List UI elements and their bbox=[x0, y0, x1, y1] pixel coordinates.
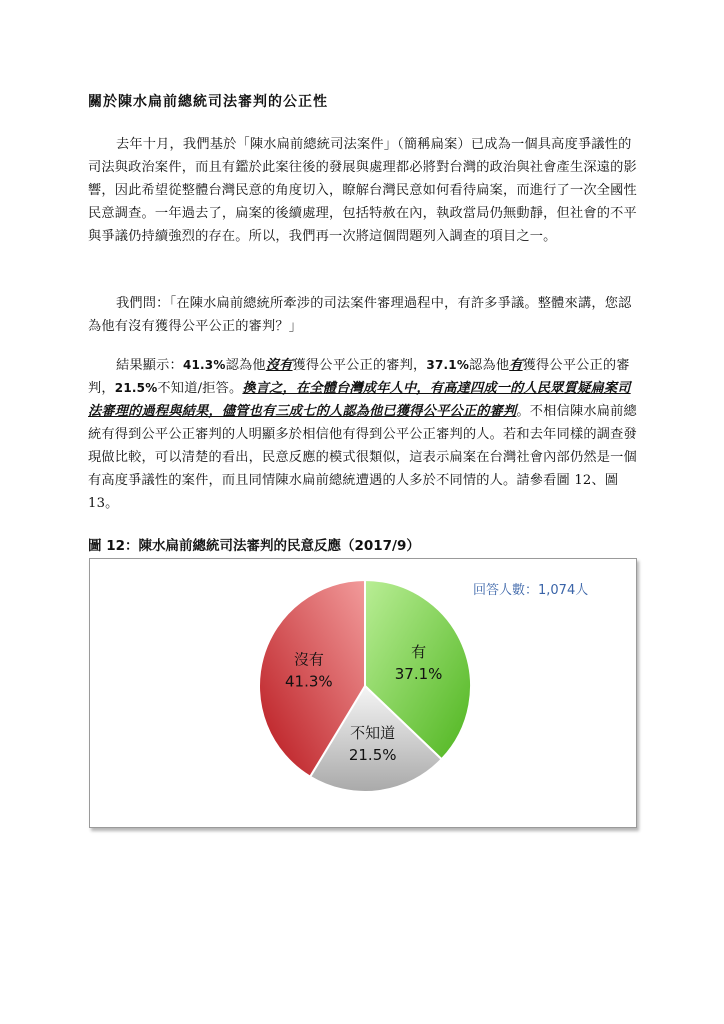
pie-chart bbox=[90, 559, 636, 827]
paragraph-question: 我們問：「在陳水扁前總統所牽涉的司法案件審理過程中，有許多爭議。整體來講，您認為他有沒有獲得公平公正的審判？」 bbox=[88, 296, 632, 334]
pie-chart-frame bbox=[89, 558, 637, 828]
pct-yes: 37.1% bbox=[426, 358, 470, 372]
slice-no-label: 沒有 bbox=[293, 650, 324, 669]
slice-yes-value-label: 37.1% bbox=[394, 665, 443, 684]
results-text: 結果顯示： bbox=[116, 358, 183, 373]
results-text: 。不相信陳水扁前總統有得到公平公正審判的人明顯多於相信他有得到公平公正審判的人。若和去年同樣的調查發現做比較，可以清楚的看出，民意反應的模式很類似，這表示扁案在台灣社會內部仍然是一個有高度爭議性的案件，而且同情陳水扁前總統遭遇的人多於不同情的人。請參看圖 12、圖 13。 bbox=[88, 404, 637, 511]
respondent-count: 回答人數：1,074人 bbox=[473, 583, 589, 598]
slice-dont-know-label: 不知道 bbox=[350, 723, 396, 742]
paragraph-results bbox=[88, 354, 638, 515]
paragraph-background: 去年十月，我們基於「陳水扁前總統司法案件」（簡稱扁案）已成為一個具高度爭議性的司法與政治案件，而且有鑑於此案往後的發展與處理都必將對台灣的政治與社會產生深遠的影響，因此希望從整體台灣民意的角度切入，瞭解台灣民意如何看待扁案，而進行了一次全國性民意調查。一年過去了，扁案的後續處理，包括特赦在內，執政當局仍無動靜，但社會的不平與爭議仍持續強烈的存在。所以，我們再一次將這個問題列入調查的項目之一。 bbox=[88, 137, 637, 244]
slice-yes-label: 有 bbox=[411, 643, 427, 662]
slice-dont-know-value-label: 21.5% bbox=[348, 745, 397, 764]
results-text: 認為他 bbox=[469, 358, 510, 373]
results-text: 獲得公平公正的審判， bbox=[292, 358, 427, 373]
results-emphasis: 換言之，在全體台灣成年人中，有高達四成一的人民眾質疑扁案司法審理的過程與結果，儘管也有三成七的人認為他已獲得公平公正的審判 bbox=[88, 381, 631, 419]
pct-no: 41.3% bbox=[182, 358, 226, 372]
slice-no-value-label: 41.3% bbox=[285, 672, 333, 691]
emph-yes: 有 bbox=[509, 358, 523, 373]
section-heading: 關於陳水扁前總統司法審判的公正性 bbox=[88, 94, 328, 110]
results-text: 不知道/拒答。 bbox=[157, 381, 243, 396]
results-text: 獲得公平公正的審判， bbox=[88, 358, 630, 396]
emph-no: 沒有 bbox=[265, 358, 293, 373]
results-text: 認為他 bbox=[225, 358, 266, 373]
figure-title: 圖 12：陳水扁前總統司法審判的民意反應（2017/9） bbox=[88, 538, 420, 554]
pct-dk: 21.5% bbox=[114, 381, 158, 395]
